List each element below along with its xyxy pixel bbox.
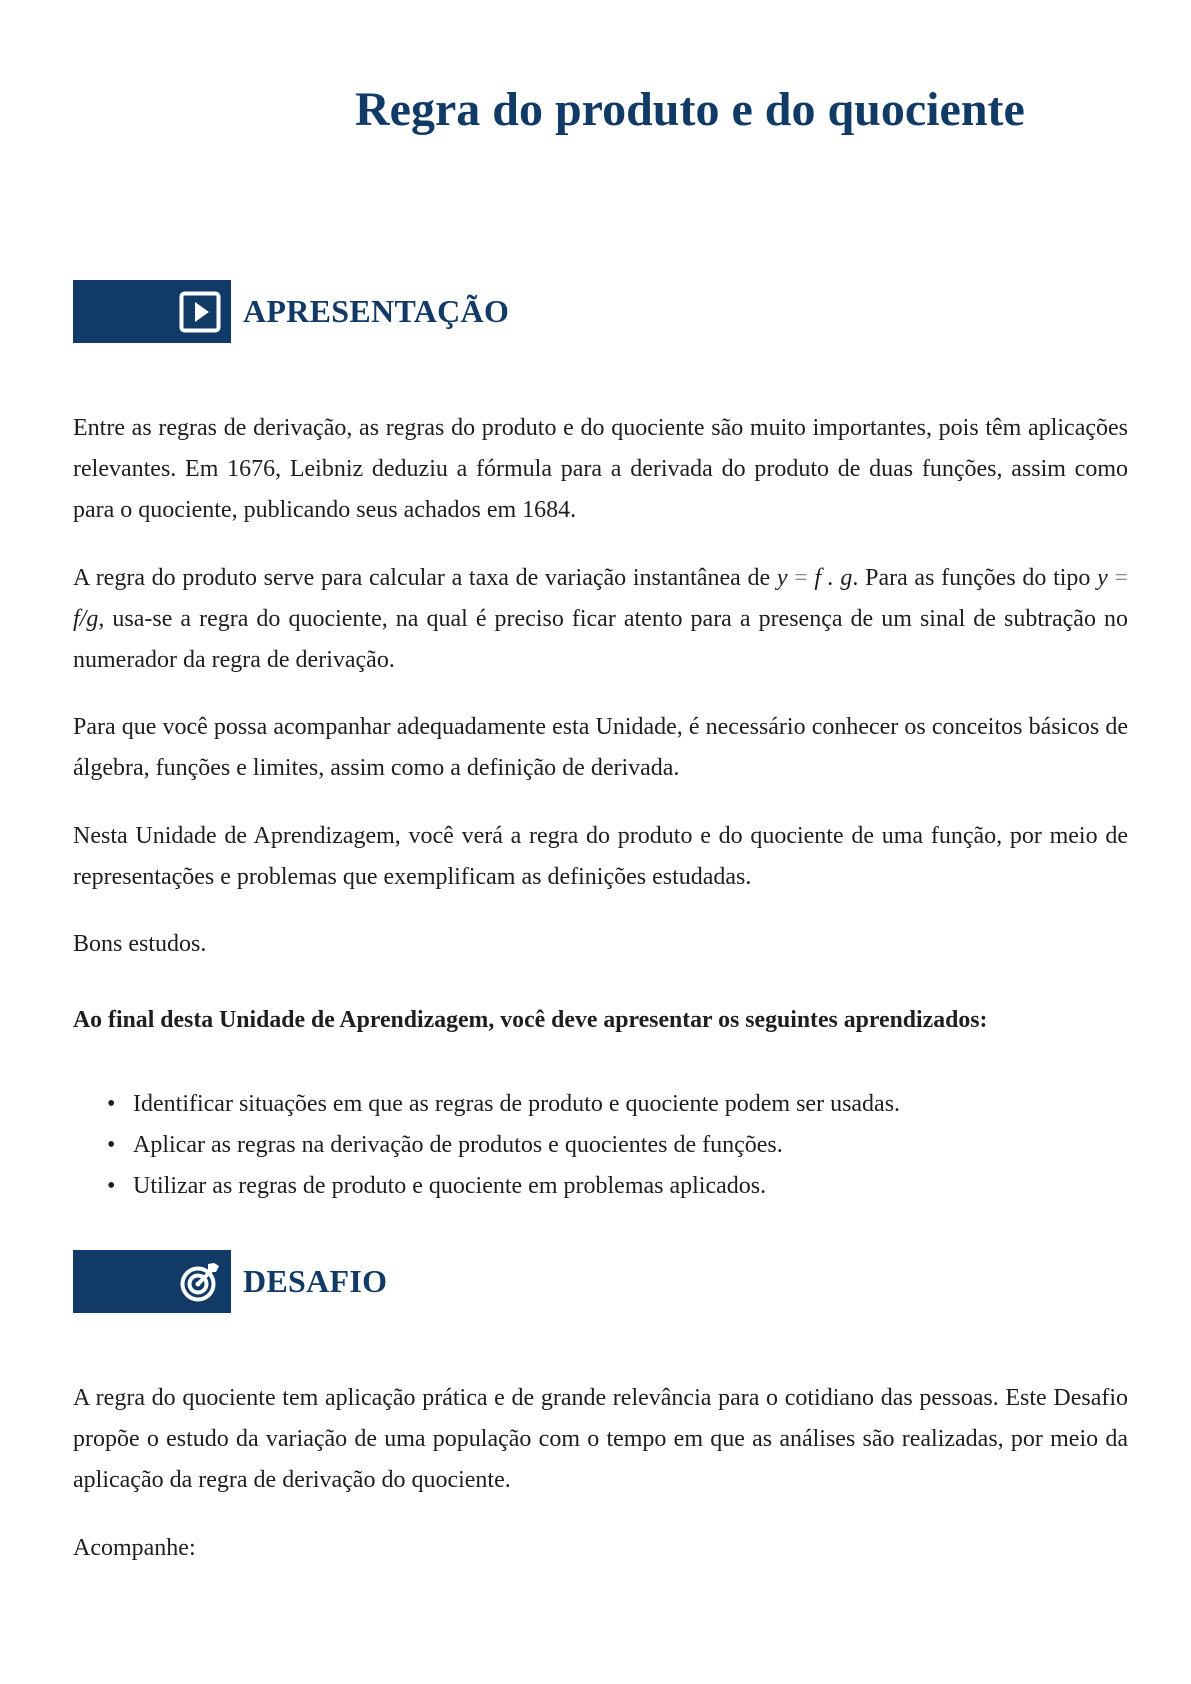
section-header-bar — [73, 1250, 231, 1313]
goals-list — [73, 1084, 1128, 1207]
section-header-apresentacao — [73, 280, 509, 343]
intro-paragraph-5: Bons estudos. — [73, 931, 207, 957]
section-heading-desafio: DESAFIO — [243, 1263, 388, 1299]
intro-paragraph-4: Nesta Unidade de Aprendizagem, você verá a regra do produto e do quociente de uma função, por meio de representações e problemas que exemplificam as definições estudadas. — [73, 823, 1128, 890]
section-header-desafio — [73, 1250, 387, 1313]
intro-paragraph-2: A regra do produto serve para calcular a taxa de variação instantânea de y = f . g. Para as funções do tipo y = f/g, usa-se a regra do quociente, na qual é preciso ficar atento para a presença de um sinal de subtração no numerador da regra de derivação. — [73, 565, 1128, 673]
desafio-paragraph-2: Acompanhe: — [73, 1535, 196, 1561]
math-quotient: y = f/g — [73, 565, 1128, 632]
desafio-paragraph-1: A regra do quociente tem aplicação prática e de grande relevância para o cotidiano das pessoas. Este Desafio propõe o estudo da variação de uma população com o tempo em que as análises são realizadas, por meio da aplicação da regra de derivação do quociente. — [73, 1385, 1128, 1493]
math-product: y = f . g — [776, 565, 853, 591]
list-item: • Aplicar as regras na derivação de produtos e quocientes de funções. — [133, 1125, 1128, 1166]
list-item: • Utilizar as regras de produto e quociente em problemas aplicados. — [133, 1166, 1128, 1207]
list-item: • Identificar situações em que as regras de produto e quociente podem ser usadas. — [133, 1084, 1128, 1125]
intro-paragraph-3: Para que você possa acompanhar adequadamente esta Unidade, é necessário conhecer os conceitos básicos de álgebra, funções e limites, assim como a definição de derivada. — [73, 714, 1128, 781]
page-title: Regra do produto e do quociente — [355, 83, 1025, 136]
target-icon — [179, 1261, 221, 1303]
play-icon — [179, 291, 221, 333]
section-header-bar — [73, 280, 231, 343]
section-heading-apresentacao: APRESENTAÇÃO — [243, 293, 510, 329]
goals-intro: Ao final desta Unidade de Aprendizagem, você deve apresentar os seguintes aprendizados: — [73, 1007, 988, 1033]
intro-paragraph-1: Entre as regras de derivação, as regras do produto e do quociente são muito importantes, pois têm aplicações relevantes. Em 1676, Leibniz deduziu a fórmula para a derivada do produto de duas funções, assim como para o quociente, publicando seus achados em 1684. — [73, 415, 1128, 523]
